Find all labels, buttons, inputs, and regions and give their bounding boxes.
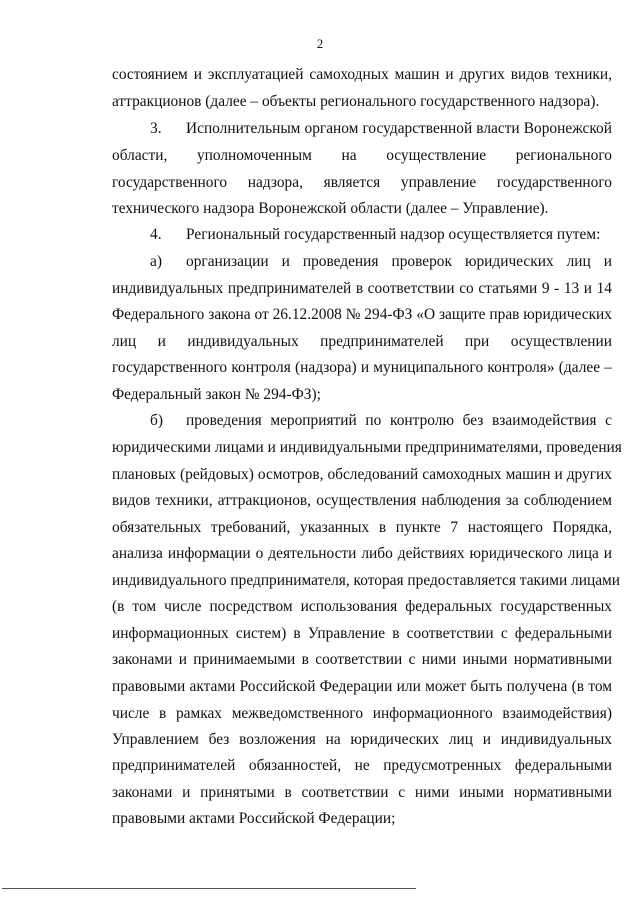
item-b-line-1: проведения мероприятий по контролю без взаимодействия с [186,412,612,429]
intro-line-2: аттракционов (далее – объекты регионального государственного надзора). [112,93,600,110]
item-b-label: б) [150,412,163,429]
section-4-heading: Региональный государственный надзор осуществляется путем: [186,226,601,243]
item-a-line-5: государственного контроля (надзора) и муниципального контроля» (далее – [112,359,612,376]
item-a-line-6: Федеральный закон № 294-ФЗ); [112,386,321,403]
item-b-line-7: индивидуального предпринимателя, которая предоставляется такими лицами [112,572,621,589]
item-b-line-4: видов техники, аттракционов, осуществления наблюдения за соблюдением [112,492,612,509]
section-3-line-1: Исполнительным органом государственной власти Воронежской [186,120,612,137]
item-a-line-4: лиц и индивидуальных предпринимателей при осуществлении [112,333,612,350]
item-b-line-6: анализа информации о деятельности либо действиях юридического лица и [112,545,612,562]
item-b-line-15: законами и принятыми в соответствии с ними иными нормативными [112,784,612,801]
section-3-line-4: технического надзора Воронежской области (далее – Управление). [112,200,549,217]
item-a-label: а) [150,253,162,270]
item-b-line-8: (в том числе посредством использования федеральных государственных [112,598,612,615]
page-number: 2 [316,36,324,51]
item-b-line-5: обязательных требований, указанных в пункте 7 настоящего Порядка, [112,519,612,536]
item-a-line-1: организации и проведения проверок юридических лиц и [186,253,612,270]
item-b-line-2: юридическими лицами и индивидуальными предпринимателями, проведения [112,439,622,456]
item-a-line-3: Федерального закона от 26.12.2008 № 294-ФЗ «О защите прав юридических [112,306,612,323]
item-b-line-16: правовыми актами Российской Федерации; [112,810,396,827]
section-3-line-2: области, уполномоченным на осуществление регионального [112,147,612,164]
section-3-line-3: государственного надзора, является управление государственного [112,174,612,191]
item-b-line-9: информационных систем) в Управление в соответствии с федеральными [112,625,612,642]
item-b-line-11: правовыми актами Российской Федерации или может быть получена (в том [112,678,612,695]
item-b-line-12: числе в рамках межведомственного информационного взаимодействия) [112,705,612,722]
item-b-line-14: предпринимателей обязанностей, не предусмотренных федеральными [112,757,612,774]
item-b-line-13: Управлением без возложения на юридических лиц и индивидуальных [112,731,612,748]
section-4-number: 4. [150,226,162,243]
section-3-number: 3. [150,120,162,137]
item-b-line-10: законами и принимаемыми в соответствии с ними иными нормативными [112,651,612,668]
bottom-rule [2,888,416,889]
item-b-line-3: плановых (рейдовых) осмотров, обследований самоходных машин и других [112,466,612,483]
intro-line-1: состоянием и эксплуатацией самоходных машин и других видов техники, [112,66,612,83]
item-a-line-2: индивидуальных предпринимателей в соответствии со статьями 9 - 13 и 14 [112,280,612,297]
